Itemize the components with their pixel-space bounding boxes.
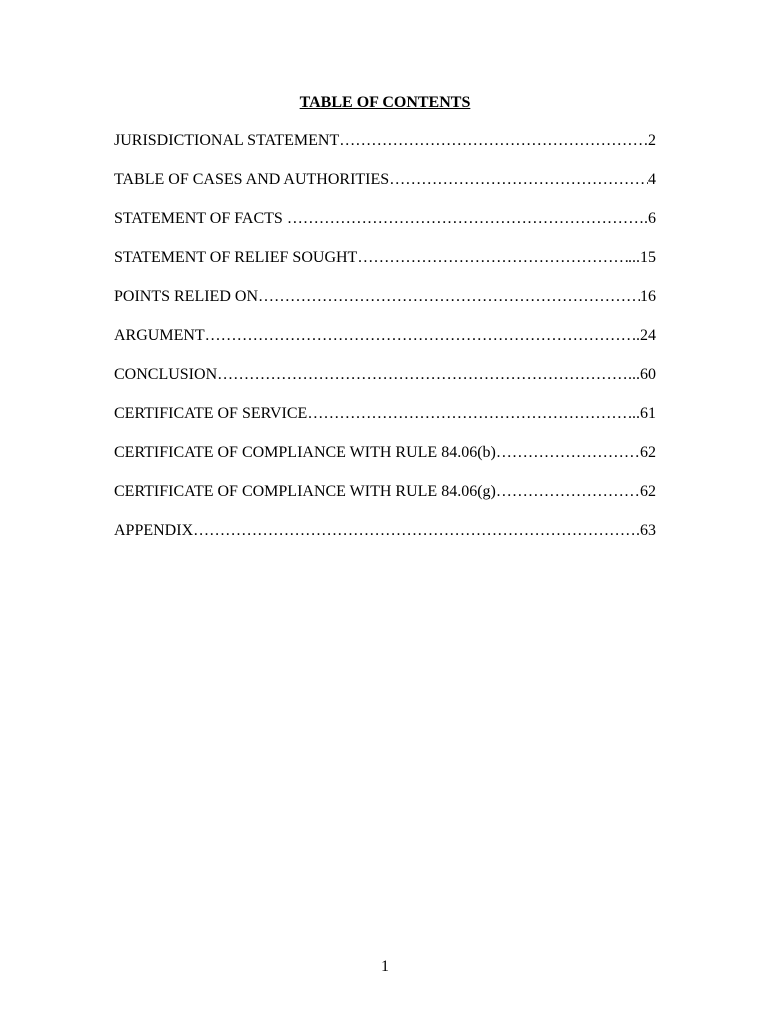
toc-entry-label: POINTS RELIED ON [114, 288, 258, 305]
toc-entry-label: JURISDICTIONAL STATEMENT [114, 132, 340, 149]
toc-entry-label: ARGUMENT [114, 327, 205, 344]
toc-entry-label: CONCLUSION [114, 366, 218, 383]
page-number: 1 [381, 958, 389, 975]
toc-entry-page: ..24 [632, 327, 656, 344]
toc-entry-page: 2 [648, 132, 656, 149]
toc-leader-dots [205, 326, 632, 346]
toc-list [114, 131, 656, 560]
toc-entry-conclusion [114, 365, 656, 404]
toc-entry-label: TABLE OF CASES AND AUTHORITIES [114, 171, 390, 188]
toc-leader-dots [389, 170, 648, 190]
toc-leader-dots [339, 131, 648, 151]
toc-entry-label: CERTIFICATE OF COMPLIANCE WITH RULE 84.06(g) [114, 483, 496, 500]
toc-title: TABLE OF CONTENTS [299, 94, 471, 111]
toc-entry-page: 16 [640, 288, 656, 305]
toc-entry-page: ...15 [628, 249, 656, 266]
toc-entry-page: 62 [640, 483, 656, 500]
toc-leader-dots [307, 404, 628, 424]
toc-leader-dots [217, 365, 628, 385]
toc-leader-dots [287, 209, 644, 229]
toc-entry-appendix [114, 521, 656, 560]
toc-entry-page: .63 [636, 522, 656, 539]
toc-entry-certificate-of-service [114, 404, 656, 443]
toc-entry-label: STATEMENT OF FACTS [114, 210, 287, 227]
toc-entry-page: .6 [644, 210, 656, 227]
toc-entry-label: CERTIFICATE OF SERVICE [114, 405, 308, 422]
toc-entry-jurisdictional-statement [114, 131, 656, 170]
toc-entry-page: ...61 [628, 405, 656, 422]
toc-leader-dots [193, 521, 636, 541]
toc-entry-certificate-compliance-b [114, 443, 656, 482]
toc-entry-label: STATEMENT OF RELIEF SOUGHT [114, 249, 358, 266]
toc-entry-page: 4 [648, 171, 656, 188]
toc-leader-dots [496, 443, 640, 463]
toc-leader-dots [258, 287, 640, 307]
toc-entry-statement-of-relief [114, 248, 656, 287]
toc-leader-dots [496, 482, 640, 502]
toc-entry-label: APPENDIX [114, 522, 194, 539]
toc-entry-certificate-compliance-g [114, 482, 656, 521]
toc-entry-page: 62 [640, 444, 656, 461]
toc-entry-statement-of-facts [114, 209, 656, 248]
toc-entry-table-of-cases [114, 170, 656, 209]
toc-entry-points-relied-on [114, 287, 656, 326]
toc-entry-page: ...60 [628, 366, 656, 383]
toc-entry-argument [114, 326, 656, 365]
toc-leader-dots [357, 248, 628, 268]
toc-entry-label: CERTIFICATE OF COMPLIANCE WITH RULE 84.06(b) [114, 444, 496, 461]
